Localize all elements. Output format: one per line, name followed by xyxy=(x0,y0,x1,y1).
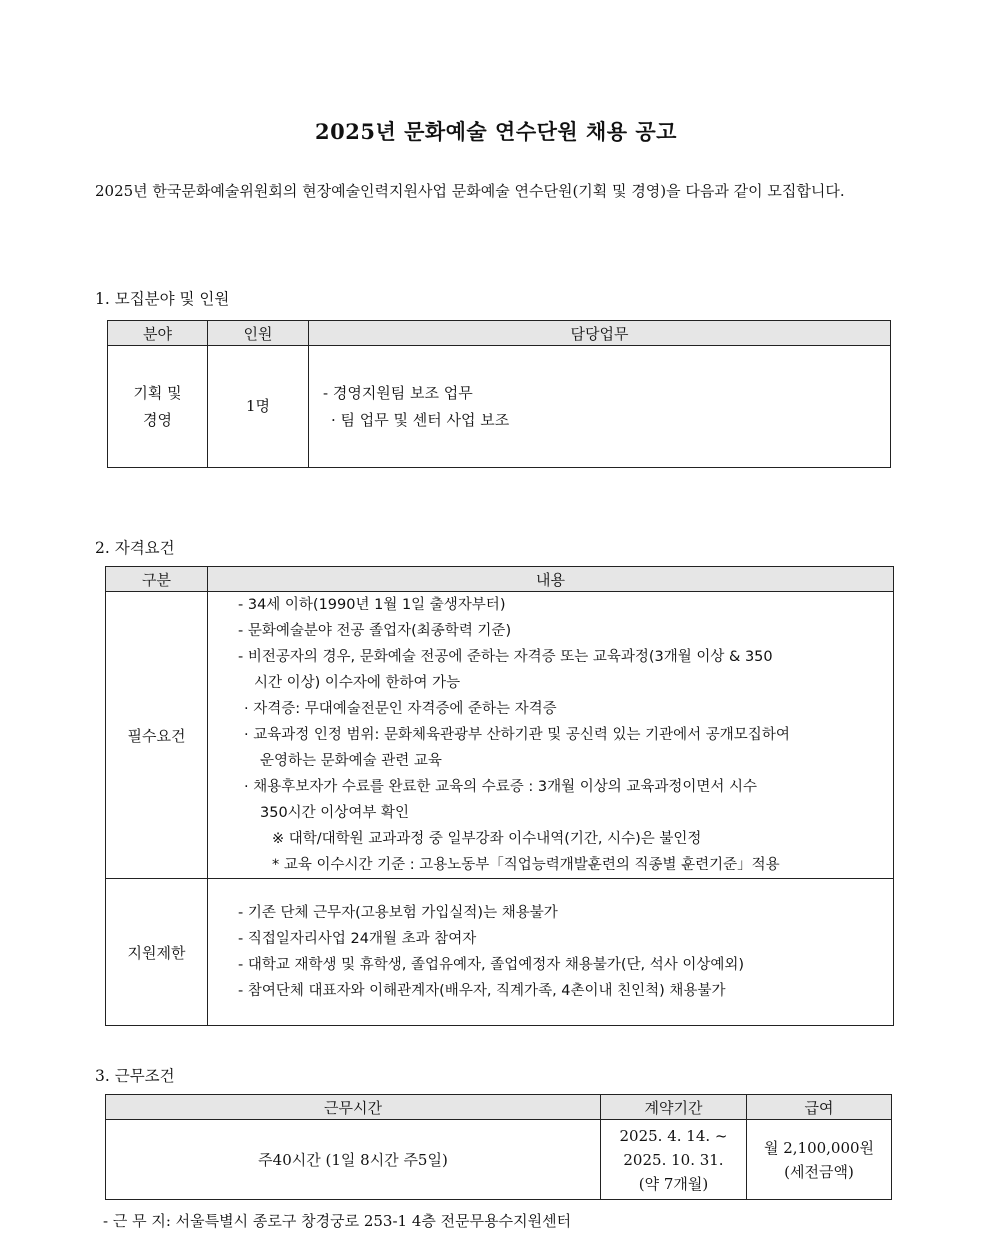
period-cell xyxy=(601,1120,747,1200)
list-item: · 채용후보자가 수료를 완료한 교육의 수료증 : 3개월 이상의 교육과정이면서 시수 xyxy=(244,779,758,795)
field-line: 기획 및 xyxy=(133,383,182,402)
work-conditions-header xyxy=(106,1095,892,1120)
section1-heading: 1. 모집분야 및 인원 xyxy=(95,290,230,308)
header-duty: 담당업무 xyxy=(309,321,891,346)
list-item: - 34세 이하(1990년 1월 1일 출생자부터) xyxy=(238,597,506,613)
required-content xyxy=(208,592,894,879)
count-cell: 1명 xyxy=(208,346,309,468)
table-row xyxy=(106,879,894,1026)
restriction-label: 지원제한 xyxy=(106,879,208,1026)
list-item: - 기존 단체 근무자(고용보험 가입실적)는 채용불가 xyxy=(238,905,558,921)
duty-line: · 팀 업무 및 센터 사업 보조 xyxy=(331,410,510,429)
restriction-content xyxy=(208,879,894,1026)
recruitment-table-header xyxy=(108,321,891,346)
list-item: 운영하는 문화예술 관련 교육 xyxy=(260,753,442,769)
header-hours: 근무시간 xyxy=(106,1095,601,1120)
intro-paragraph: 2025년 한국문화예술위원회의 현장예술인력지원사업 문화예술 연수단원(기획 및 경영)을 다음과 같이 모집합니다. xyxy=(95,182,845,200)
list-item: - 대학교 재학생 및 휴학생, 졸업유예자, 졸업예정자 채용불가(단, 석사 이상예외) xyxy=(238,957,745,973)
period-line: 2025. 4. 14. ~ xyxy=(619,1126,728,1145)
table-row xyxy=(108,346,891,468)
table-row xyxy=(106,1120,892,1200)
list-item: - 참여단체 대표자와 이해관계자(배우자, 직계가족, 4촌이내 친인척) 채용불가 xyxy=(238,983,726,999)
period-line: 2025. 10. 31. xyxy=(623,1150,724,1169)
duty-cell xyxy=(309,346,891,468)
header-category: 구분 xyxy=(106,567,208,592)
field-cell xyxy=(108,346,208,468)
recruitment-table xyxy=(107,320,891,468)
list-item: 시간 이상) 이수자에 한하여 가능 xyxy=(254,675,461,691)
list-item: ※ 대학/대학원 교과과정 중 일부강좌 이수내역(기간, 시수)은 불인정 xyxy=(272,831,702,847)
period-line: (약 7개월) xyxy=(638,1174,709,1193)
list-item: * 교육 이수시간 기준 : 고용노동부「직업능력개발훈련의 직종별 훈련기준」적용 xyxy=(272,857,780,873)
qualification-table-header xyxy=(106,567,894,592)
workplace-note: - 근 무 지: 서울특별시 종로구 창경궁로 253-1 4층 전문무용수지원센터 xyxy=(103,1212,572,1230)
header-field: 분야 xyxy=(108,321,208,346)
salary-line: 월 2,100,000원 xyxy=(763,1138,875,1157)
qualification-table xyxy=(105,566,894,1026)
list-item: - 직접일자리사업 24개월 초과 참여자 xyxy=(238,931,477,947)
section3-heading: 3. 근무조건 xyxy=(95,1067,175,1085)
hours-cell: 주40시간 (1일 8시간 주5일) xyxy=(106,1120,601,1200)
header-salary: 급여 xyxy=(747,1095,892,1120)
header-count: 인원 xyxy=(208,321,309,346)
work-conditions-table xyxy=(105,1094,892,1200)
section2-heading: 2. 자격요건 xyxy=(95,539,175,557)
list-item: - 비전공자의 경우, 문화예술 전공에 준하는 자격증 또는 교육과정(3개월 이상 & 350 xyxy=(238,649,773,665)
salary-line: (세전금액) xyxy=(784,1162,854,1181)
list-item: 350시간 이상여부 확인 xyxy=(260,805,409,821)
field-line: 경영 xyxy=(143,410,172,429)
required-label: 필수요건 xyxy=(106,592,208,879)
list-item: - 문화예술분야 전공 졸업자(최종학력 기준) xyxy=(238,623,512,639)
salary-cell xyxy=(747,1120,892,1200)
table-row xyxy=(106,592,894,879)
duty-line: - 경영지원팀 보조 업무 xyxy=(323,383,473,402)
page-title: 2025년 문화예술 연수단원 채용 공고 xyxy=(315,119,677,144)
list-item: · 교육과정 인정 범위: 문화체육관광부 산하기관 및 공신력 있는 기관에서 공개모집하여 xyxy=(244,727,790,743)
header-content: 내용 xyxy=(208,567,894,592)
list-item: · 자격증: 무대예술전문인 자격증에 준하는 자격증 xyxy=(244,701,557,717)
header-period: 계약기간 xyxy=(601,1095,747,1120)
